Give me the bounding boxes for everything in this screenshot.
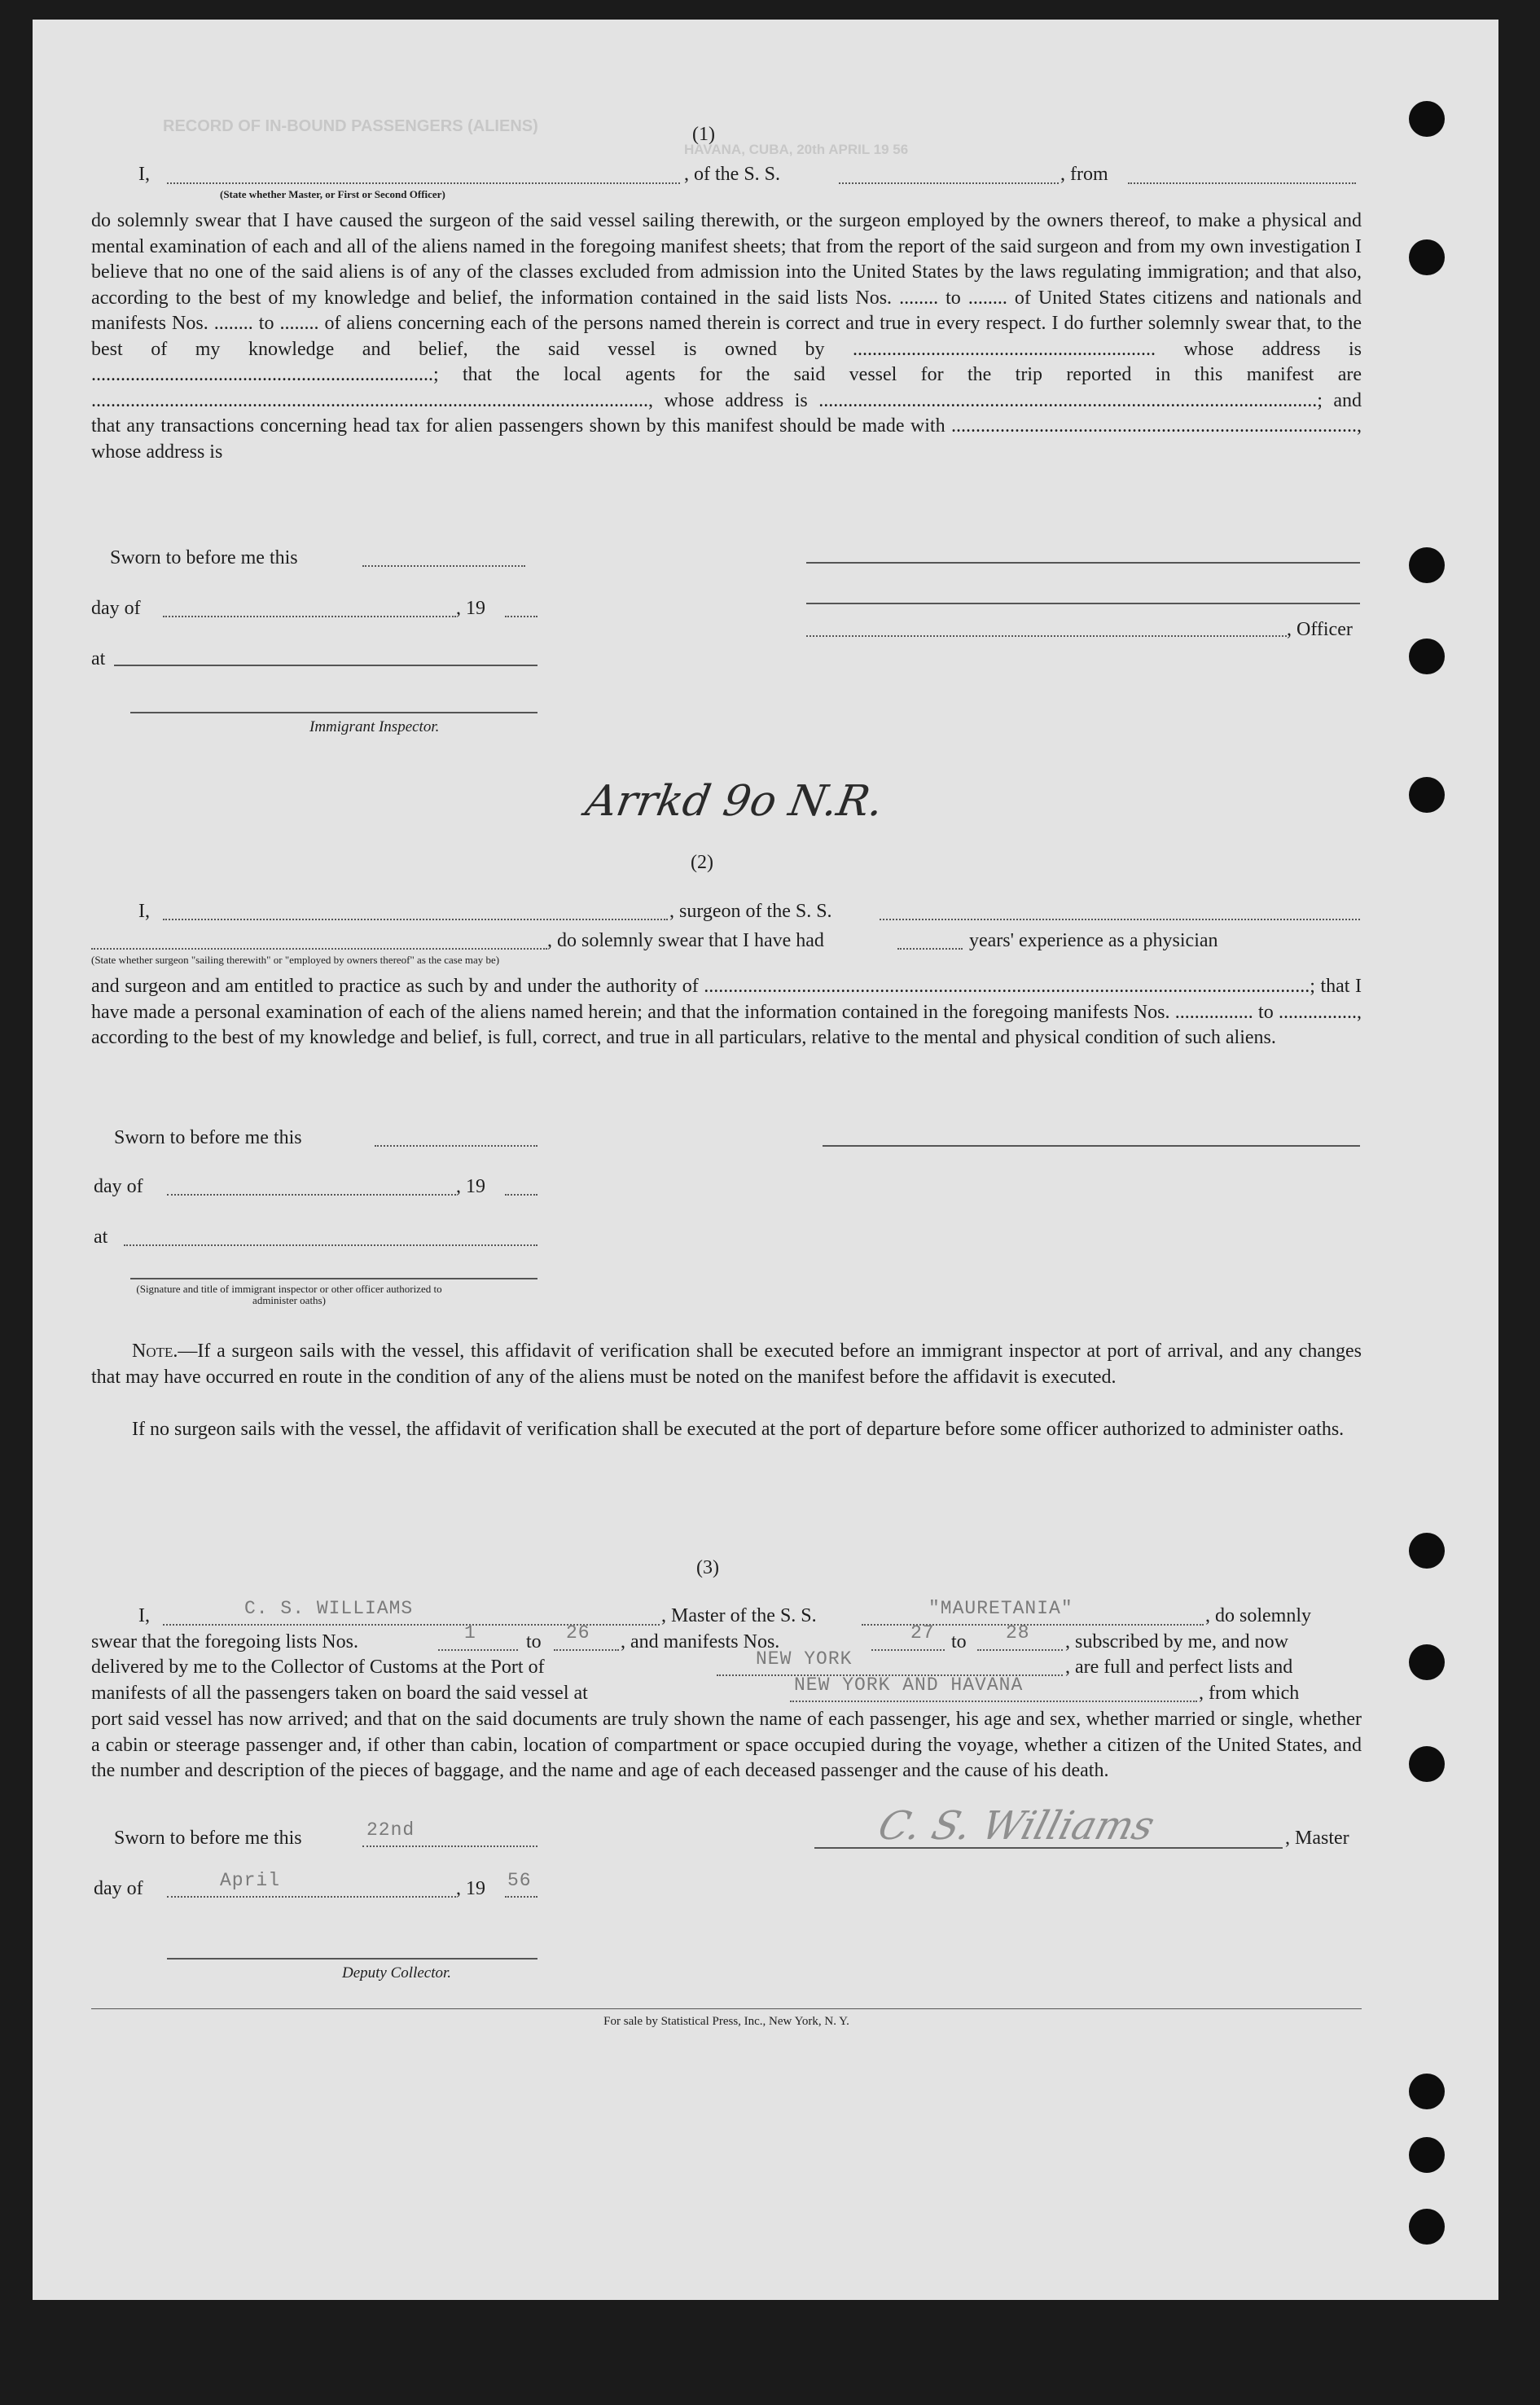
section1-caption-master: (State whether Master, or First or Second Officer) [220, 188, 445, 200]
section3-master-label: , Master [1285, 1828, 1349, 1849]
section1-of-ss: , of the S. S. [684, 164, 781, 185]
section3-sworn-blank [362, 1845, 537, 1847]
section2-note [91, 1339, 1362, 1390]
section2-name-blank [163, 919, 668, 920]
section3-number: (3) [696, 1557, 719, 1578]
printer-line: For sale by Statistical Press, Inc., New York, N. Y. [603, 2015, 849, 2028]
section3-master-name: C. S. WILLIAMS [244, 1598, 414, 1619]
binder-hole-9 [1409, 2074, 1445, 2109]
section1-inspector-line [130, 712, 537, 713]
section1-day-blank [163, 616, 456, 617]
section3-collector-caption: Deputy Collector. [342, 1964, 452, 1981]
handwritten-note: Arrkd 9o N.R. [581, 777, 888, 826]
section1-at-line [114, 665, 537, 666]
section3-lists-to: 26 [566, 1622, 590, 1644]
note-label: Note. [132, 1341, 178, 1362]
section3-year-blank [505, 1896, 537, 1898]
section1-officer-blank [806, 635, 1287, 637]
section3-ports-blank [790, 1701, 1197, 1702]
section2-ship-blank [880, 919, 1360, 920]
master-signature: C. S. Williams [873, 1803, 1160, 1849]
section3-solemnly: , do solemnly [1205, 1605, 1311, 1626]
section2-year-blank [505, 1194, 537, 1196]
section1-i: I, [138, 164, 150, 185]
section2-signature-line [823, 1145, 1360, 1147]
binder-hole-3 [1409, 547, 1445, 583]
section3-manifests-to: 28 [1006, 1622, 1030, 1644]
section1-year-blank [505, 616, 537, 617]
section3-month-blank [167, 1896, 456, 1898]
section1-master-blank [167, 182, 680, 184]
binder-hole-10 [1409, 2137, 1445, 2173]
section3-manifests-from-blank [871, 1649, 945, 1651]
bleed-through-header: RECORD OF IN-BOUND PASSENGERS (ALIENS) [163, 117, 538, 135]
section3-ports-taken: NEW YORK AND HAVANA [794, 1674, 1024, 1696]
section3-manifests-to-blank [977, 1649, 1063, 1651]
section1-day-label: day of [91, 598, 141, 619]
section3-to-1: to [526, 1631, 542, 1652]
section3-manifests-from: 27 [910, 1622, 935, 1644]
binder-hole-8 [1409, 1746, 1445, 1782]
section3-delivered-label: delivered by me to the Collector of Customs at the Port of [91, 1657, 545, 1678]
section1-from-blank [1128, 182, 1356, 184]
section3-lists-to-blank [554, 1649, 619, 1651]
section3-body: port said vessel has now arrived; and that on the said documents are truly shown the name of each passenger, his age and sex, whether married or single, whether a cabin or steerage passenger and, if other than cabin, location of compartment or space occupied during the voyage, whether a citizen of the United States, and the number and description of the pieces of baggage, and the name and age of each deceased passenger and the cause of his death. [91, 1709, 1362, 1781]
section2-number: (2) [691, 852, 713, 873]
binder-hole-1 [1409, 101, 1445, 137]
binder-hole-5 [1409, 777, 1445, 813]
section2-inspector-line [130, 1278, 537, 1279]
section2-day-blank [167, 1194, 456, 1196]
binder-hole-2 [1409, 239, 1445, 275]
section3-year: 56 [507, 1870, 532, 1891]
section3-lists-from: 1 [464, 1622, 476, 1644]
section3-day-label: day of [94, 1878, 143, 1899]
binder-hole-11 [1409, 2209, 1445, 2245]
section3-sworn-label: Sworn to before me this [114, 1828, 302, 1849]
binder-hole-7 [1409, 1644, 1445, 1680]
section3-to-2: to [951, 1631, 967, 1652]
bleed-through-date: HAVANA, CUBA, 20th APRIL 19 56 [684, 142, 909, 157]
section1-number: (1) [692, 124, 715, 145]
section2-sig-caption: (Signature and title of immigrant inspector or other officer authorized to administer oaths) [136, 1283, 442, 1306]
section2-note-2: If no surgeon sails with the vessel, the affidavit of verification shall be executed at the port of departure before some officer authorized to administer oaths. [132, 1419, 1345, 1440]
section1-year-prefix: , 19 [456, 598, 485, 619]
section3-lists-label: swear that the foregoing lists Nos. [91, 1631, 358, 1652]
section3-lists-from-blank [438, 1649, 518, 1651]
section3-ship-name: "MAURETANIA" [928, 1598, 1073, 1619]
section2-surgeon-of: , surgeon of the S. S. [669, 901, 832, 922]
section3-full-perfect: , are full and perfect lists and [1065, 1657, 1293, 1678]
section1-sworn-blank [362, 565, 525, 567]
footer-rule [91, 2008, 1362, 2009]
section3-month: April [220, 1870, 281, 1891]
section2-caption: (State whether surgeon "sailing therewith" or "employed by owners thereof" as the case may be) [91, 954, 500, 966]
section2-sworn-label: Sworn to before me this [114, 1127, 302, 1148]
section2-i: I, [138, 901, 150, 922]
section1-sworn-label: Sworn to before me this [110, 547, 298, 568]
section1-officer-label: , Officer [1287, 619, 1353, 640]
section2-at-blank [124, 1244, 537, 1246]
section1-signature-line-2 [806, 603, 1360, 604]
section1-ship-blank [839, 182, 1059, 184]
note-text: —If a surgeon sails with the vessel, this affidavit of verification shall be executed before an immigrant inspector at port of arrival, and any changes that may have occurred en route in the condition of any of the aliens must be noted on the manifest before the affidavit is executed. [91, 1341, 1362, 1388]
section2-at-label: at [94, 1227, 108, 1248]
section1-inspector-caption: Immigrant Inspector. [309, 718, 440, 735]
section3-from-which: , from which [1199, 1683, 1300, 1704]
section2-swear-label: , do solemnly swear that I have had [547, 930, 824, 951]
section3-master-of: , Master of the S. S. [661, 1605, 817, 1626]
section2-years-blank [897, 948, 963, 950]
section3-manifests-label: , and manifests Nos. [621, 1631, 780, 1652]
section2-years-label: years' experience as a physician [969, 930, 1218, 951]
section1-at-label: at [91, 648, 106, 669]
section2-status-blank [91, 948, 547, 950]
section3-i: I, [138, 1605, 150, 1626]
section1-from: , from [1060, 164, 1108, 185]
section3-collector-line [167, 1958, 537, 1960]
section3-port: NEW YORK [756, 1648, 853, 1670]
section2-body: and surgeon and am entitled to practice as such by and under the authority of ............................................................................................................................; that I have made a personal examination of each of the aliens named herein; and that the information contained in the foregoing manifests Nos. ................ to ................, according to the best of my knowledge and belief, is full, correct, and true in all particulars, relative to the mental and physical condition of such aliens. [91, 976, 1362, 1048]
section2-year-prefix: , 19 [456, 1176, 485, 1197]
binder-hole-4 [1409, 639, 1445, 674]
section3-year-prefix: , 19 [456, 1878, 485, 1899]
section3-subscribed: , subscribed by me, and now [1065, 1631, 1288, 1652]
binder-hole-6 [1409, 1533, 1445, 1569]
section1-body: do solemnly swear that I have caused the surgeon of the said vessel sailing therewith, or the surgeon employed by the owners thereof, to make a physical and mental examination of each and all of the aliens named in the foregoing manifest sheets; that from the report of the said surgeon and from my own investigation I believe that no one of the said aliens is of any of the classes excluded from admission into the United States by the laws regulating immigration; and that also, according to the best of my knowledge and belief, the information contained in the said lists Nos. ........ to ........ of United States citizens and nationals and manifests Nos. ........ to ........ of aliens concerning each of the persons named therein is correct and true in every respect. I do further solemnly swear that, to the best of my knowledge and belief, the said vessel is owned by .............................................................. whose address is ......................................................................; that the local agents for the said vessel for the trip reported in this manifest are .................................................................................................................., whose address is ......................................................................................................; and that any transactions concerning head tax for alien passengers shown by this manifest should be made with ..................................................................................., whose address is [91, 210, 1362, 463]
section3-sworn-day: 22nd [366, 1819, 415, 1841]
section3-manifests-of: manifests of all the passengers taken on board the said vessel at [91, 1683, 588, 1704]
document-page [33, 20, 1498, 2300]
section2-sworn-blank [375, 1145, 537, 1147]
section2-day-label: day of [94, 1176, 143, 1197]
section1-signature-line-1 [806, 562, 1360, 564]
